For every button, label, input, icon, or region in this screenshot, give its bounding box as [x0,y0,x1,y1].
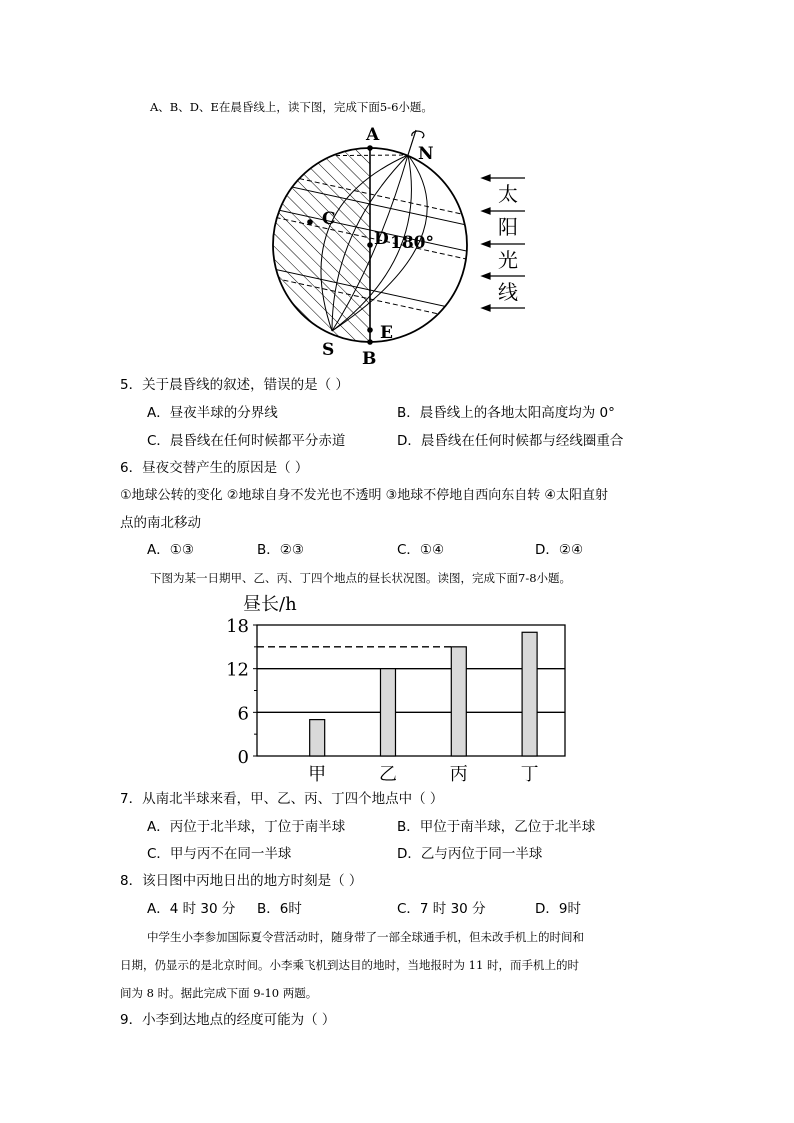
q5-option-a: A．昼夜半球的分界线 [147,405,278,421]
q7-option-d: D．乙与丙位于同一半球 [397,846,543,862]
q6-line2: 点的南北移动 [120,515,201,531]
label-N: N [418,144,434,164]
q6-option-b: B．②③ [257,542,304,558]
y-tick-label: 0 [237,747,249,768]
intro-9-10-line1: 中学生小李参加国际夏令营活动时，随身带了一部全球通手机，但未改手机上的时间和 [147,930,584,944]
intro-7-8: 下图为某一日期甲、乙、丙、丁四个地点的昼长状况图。读图，完成下面7-8小题。 [150,571,572,585]
q8-option-a: A．4 时 30 分 [147,901,236,917]
label-A: A [366,125,380,145]
y-tick-label: 12 [226,659,249,681]
x-tick-label: 丁 [520,764,539,785]
sun-char-4: 线 [498,280,518,304]
q7-option-b: B．甲位于南半球，乙位于北半球 [397,819,596,835]
q8-option-d: D．9时 [535,901,581,917]
plot-frame [257,625,565,756]
q5-option-b: B．晨昏线上的各地太阳高度均为 0° [397,405,615,421]
q8-stem: 8．该日图中丙地日出的地方时刻是（ ） [120,873,363,889]
y-tick-label: 6 [237,703,249,725]
label-D: D [374,229,389,249]
intro-9-10-line2: 日期，仍显示的是北京时间。小李乘飞机到达目的地时，当地报时为 11 时，而手机上的时 [120,958,579,972]
q6-option-c: C．①④ [397,542,445,558]
sun-char-3: 光 [498,248,518,272]
sun-char-2: 阳 [498,215,518,239]
bar-丁 [522,632,537,756]
night-hemisphere [273,148,370,342]
x-tick-label: 乙 [378,764,397,785]
q6-option-d: D．②④ [535,542,584,558]
q6-line1: ①地球公转的变化 ②地球自身不发光也不透明 ③地球不停地自西向东自转 ④太阳直射 [120,488,609,503]
label-C: C [322,209,336,229]
q8-option-c: C．7 时 30 分 [397,901,486,917]
q7-option-c: C．甲与丙不在同一半球 [147,846,292,862]
y-tick-label: 18 [226,616,249,637]
q5-option-c: C．晨昏线在任何时候都平分赤道 [147,433,346,449]
bar-甲 [310,720,325,756]
label-180: 180° [390,233,434,253]
x-tick-label: 丙 [449,764,468,785]
day-length-chart [225,588,575,788]
globe-figure [260,118,540,368]
q6-option-a: A．①③ [147,542,194,558]
label-E: E [380,323,393,343]
q5-stem: 5．关于晨昏线的叙述，错误的是（ ） [120,377,349,393]
q8-option-b: B．6时 [257,901,302,917]
bar-乙 [380,669,395,756]
sun-char-1: 太 [498,182,518,206]
intro-9-10-line3: 间为 8 时。据此完成下面 9-10 两题。 [120,986,318,1000]
y-axis-label: 昼长/h [243,594,297,615]
intro-5-6: A、B、D、E在晨昏线上，读下图，完成下面5-6小题。 [150,100,433,114]
bar-丙 [451,647,466,756]
q7-option-a: A．丙位于北半球，丁位于南半球 [147,819,346,835]
q5-option-d: D．晨昏线在任何时候都与经线圈重合 [397,433,624,449]
label-S: S [322,340,335,360]
q6-stem: 6．昼夜交替产生的原因是（ ） [120,460,309,476]
x-tick-label: 甲 [308,764,327,785]
q7-stem: 7．从南北半球来看，甲、乙、丙、丁四个地点中（ ） [120,791,444,807]
label-B: B [362,349,377,368]
q9-stem: 9．小李到达地点的经度可能为（ ） [120,1012,336,1028]
